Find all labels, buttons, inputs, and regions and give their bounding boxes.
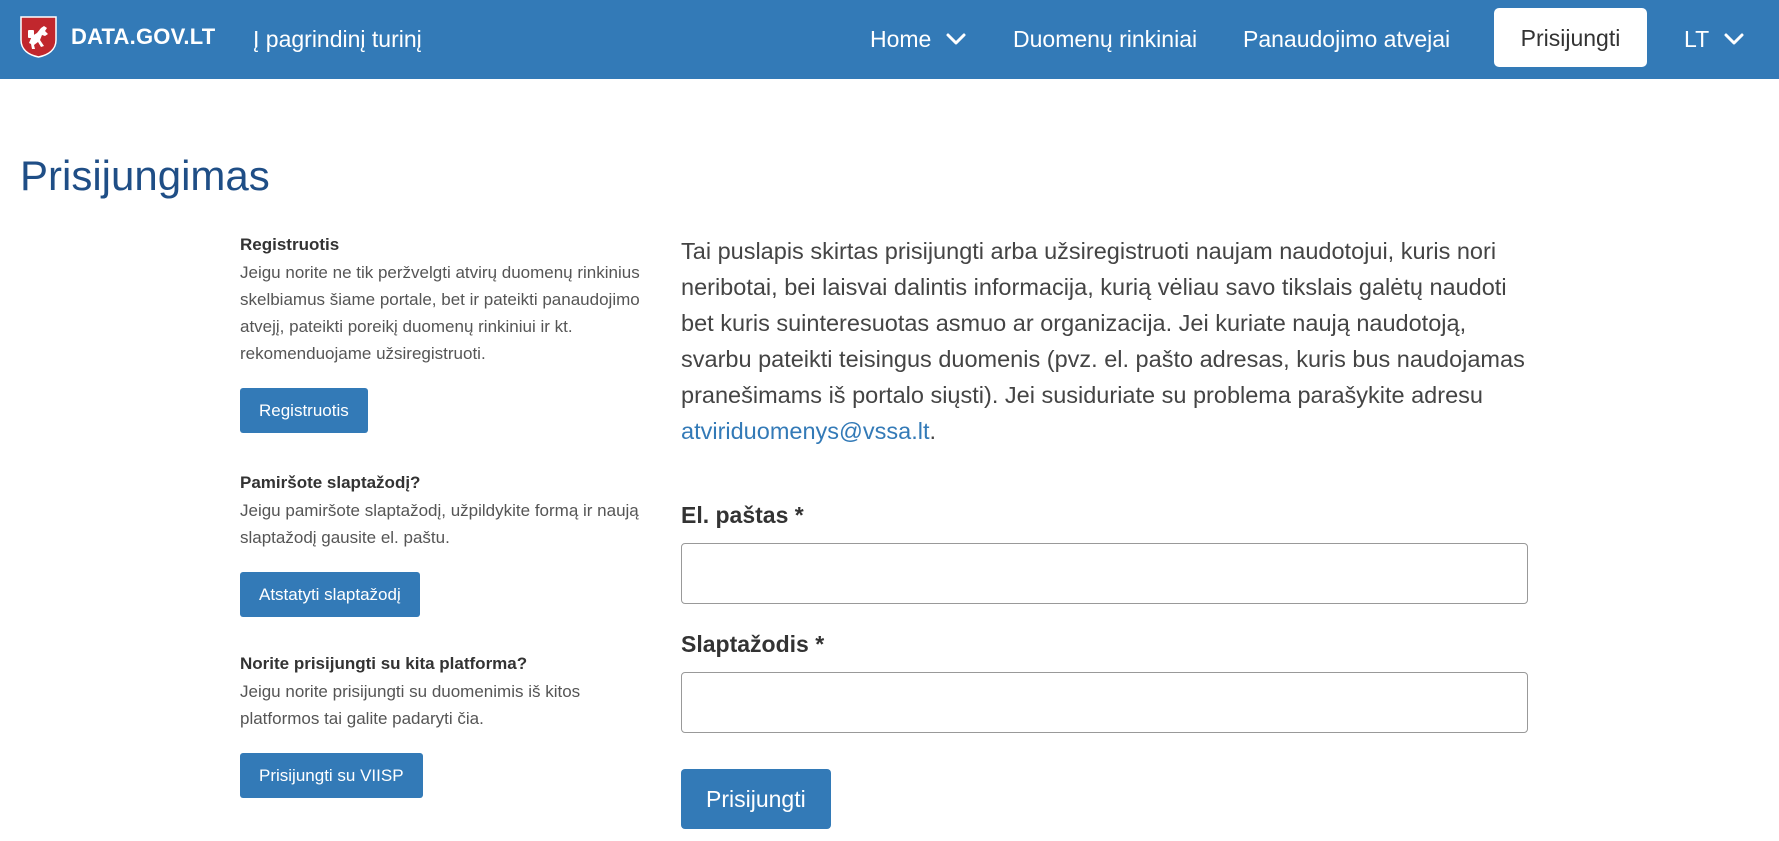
intro-text: Tai puslapis skirtas prisijungti arba užsiregistruoti naujam naudotojui, kuris nori neribotai, bei laisvai dalintis informacija, kurią vėliau savo tikslais galėtų naudoti bet kuris suinteresuotas asmuo ar organizacija. Jei kuriate naują naudotoją, svarbu pateikti teisingus duomenis (pvz. el. pašto adresas, kuris bus naudojamas pranešimams iš portalo siųsti). Jei susiduriate su problema parašykite adresu xyxy=(681,238,1525,408)
reset-password-button[interactable]: Atstatyti slaptažodį xyxy=(240,572,420,617)
support-email-link[interactable]: atviriduomenys@vssa.lt xyxy=(681,418,930,444)
email-label: El. paštas * xyxy=(681,502,804,528)
email-input[interactable] xyxy=(681,543,1528,604)
nav-login-button[interactable]: Prisijungti xyxy=(1494,8,1647,67)
language-dropdown[interactable] xyxy=(1684,22,1745,56)
intro-end: . xyxy=(929,418,937,444)
skip-to-content-link[interactable]: Į pagrindinį turinį xyxy=(253,26,422,52)
language-label: LT xyxy=(1684,26,1710,52)
nav-home-label: Home xyxy=(870,26,932,52)
page-title: Prisijungimas xyxy=(20,152,270,199)
nav-home-dropdown[interactable] xyxy=(870,22,967,56)
register-heading: Registruotis xyxy=(240,235,340,254)
register-block xyxy=(240,233,640,433)
nav-usecases-link[interactable]: Panaudojimo atvejai xyxy=(1243,26,1451,52)
nav-datasets-link[interactable]: Duomenų rinkiniai xyxy=(1013,26,1198,52)
navbar xyxy=(0,0,1779,79)
password-label: Slaptažodis * xyxy=(681,631,825,657)
coat-of-arms-icon xyxy=(20,16,57,58)
brand-link[interactable] xyxy=(20,15,215,59)
login-form xyxy=(681,499,1531,829)
viisp-block xyxy=(240,652,640,798)
forgot-password-heading: Pamiršote slaptažodį? xyxy=(240,473,421,492)
forgot-password-text: Jeigu pamiršote slaptažodį, užpildykite formą ir naują slaptažodį gausite el. paštu. xyxy=(240,501,639,547)
register-text: Jeigu norite ne tik peržvelgti atvirų duomenų rinkinius skelbiamus šiame portale, bet ir pateikti panaudojimo atvejį, pateikti poreikį duomenų rinkiniui ir kt. rekomenduojame užsiregistruoti. xyxy=(240,263,640,363)
forgot-password-block xyxy=(240,471,640,617)
password-input[interactable] xyxy=(681,672,1528,733)
brand-text: DATA.GOV.LT xyxy=(71,24,216,49)
chevron-down-icon xyxy=(1723,32,1745,46)
chevron-down-icon xyxy=(945,32,967,46)
login-submit-button[interactable]: Prisijungti xyxy=(681,769,831,829)
login-main xyxy=(681,233,1531,829)
register-button[interactable]: Registruotis xyxy=(240,388,368,433)
viisp-text: Jeigu norite prisijungti su duomenimis iš kitos platformos tai galite padaryti čia. xyxy=(240,682,581,728)
sidebar xyxy=(240,233,640,798)
intro-paragraph xyxy=(681,233,1531,449)
viisp-login-button[interactable]: Prisijungti su VIISP xyxy=(240,753,423,798)
viisp-heading: Norite prisijungti su kita platforma? xyxy=(240,654,528,673)
